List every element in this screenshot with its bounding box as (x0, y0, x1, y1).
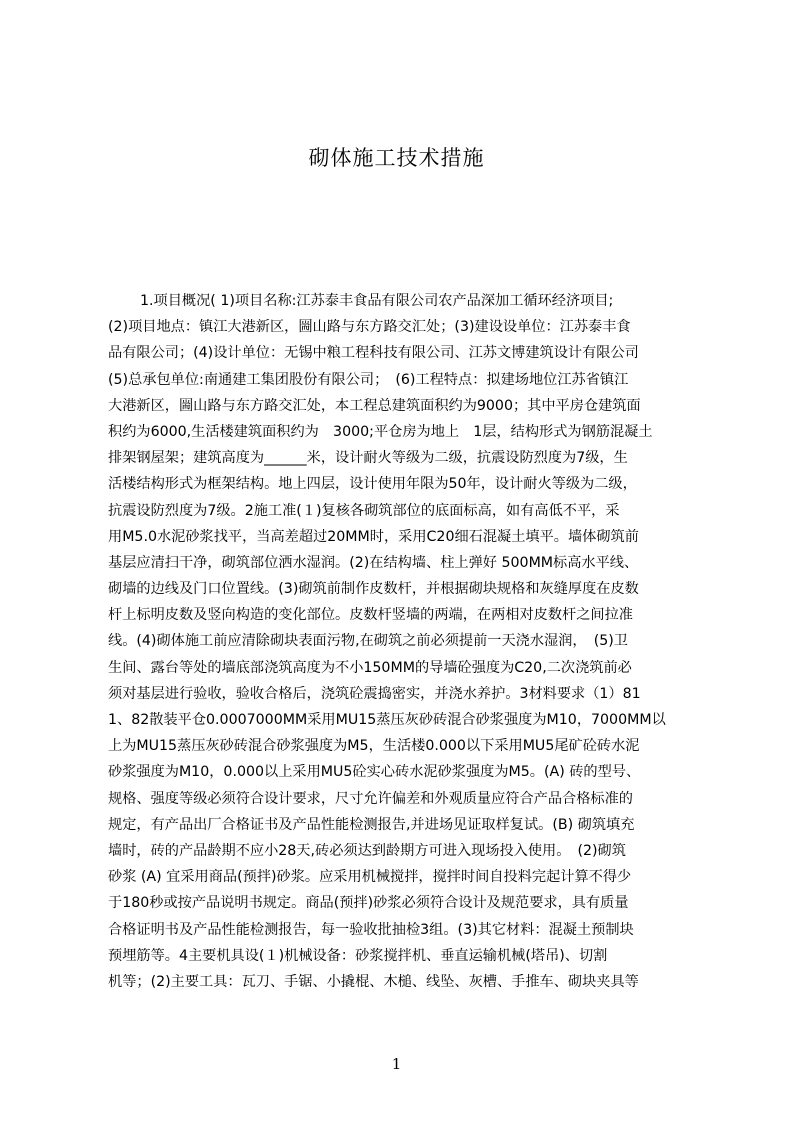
text-line: 须对基层进行验收，验收合格后，浇筑砼震捣密实，并浇水养护。3材料要求（1）81 (108, 685, 641, 702)
text-line: 砂浆强度为M10，0.000以上采用MU5砼实心砖水泥砂浆强度为M5。(A) 砖的型号、 (108, 764, 641, 781)
text-line: 生间、露台等处的墙底部浇筑高度为不小150MM的导墙砼强度为C20,二次浇筑前必 (108, 659, 632, 676)
document-title: 砌体施工技术措施 (308, 146, 485, 170)
page-number: 1 (391, 1055, 402, 1073)
text-line: 活楼结构形式为框架结构。地上四层，设计使用年限为50年，设计耐火等级为二级， (108, 476, 637, 493)
text-line: 1.项目概况( 1)项目名称:江苏泰丰食品有限公司农产品深加工循环经济项目; (140, 293, 614, 309)
text-line: 机等；(2)主要工具：瓦刀、手锯、小撬棍、木槌、线坠、灰槽、手推车、砌块夹具等 (108, 973, 639, 990)
text-line: 积约为6000,生活楼建筑面积约为 3000;平仓房为地上 1层，结构形式为钢筋混凝土 (108, 423, 653, 440)
text-line: 线。(4)砌体施工前应清除砌块表面污物,在砌筑之前必须提前一天浇水湿润， (5)卫 (108, 633, 628, 650)
text-line: 杆上标明皮数及竖向构造的变化部位。皮数杆竖墙的两端，在两相对皮数杆之间拉准 (108, 607, 633, 624)
body-text (108, 288, 702, 1008)
text-line: 于180秒或按产品说明书规定。商品(预拌)砂浆必须符合设计及规范要求，具有质量 (108, 895, 629, 912)
text-line: 规定，有产品出厂合格证书及产品性能检测报告,并进场见证取样复试。(B) 砌筑填充 (108, 816, 635, 833)
text-line: 墙时，砖的产品龄期不应小28天,砖必须达到龄期方可进入现场投入使用。 (2)砌筑 (108, 842, 626, 859)
text-line: (2)项目地点：镇江大港新区，圌山路与东方路交汇处；(3)建设设单位：江苏泰丰食 (108, 319, 631, 336)
text-line: 用M5.0水泥砂浆找平，当高差超过20MM时，采用C20细石混凝土填平。墙体砌筑前 (108, 528, 639, 545)
text-line: 排架钢屋架；建筑高度为______米，设计耐火等级为二级，抗震设防烈度为7级，生 (108, 450, 628, 467)
text-line: 大港新区，圌山路与东方路交汇处，本工程总建筑面积约为9000；其中平房仓建筑面 (108, 397, 641, 414)
text-line: 抗震设防烈度为7级。2施工准(１)复核各砌筑部位的底面标高，如有高低不平，采 (108, 502, 620, 519)
text-line: 预埋筋等。4主要机具设(１)机械设备：砂浆搅拌机、垂直运输机械(塔吊)、切割 (108, 947, 608, 964)
text-line: 合格证明书及产品性能检测报告，每一验收批抽检3组。(3)其它材料：混凝土预制块 (108, 921, 634, 938)
text-line: 规格、强度等级必须符合设计要求，尺寸允许偏差和外观质量应符合产品合格标准的 (108, 790, 633, 807)
text-line: 基层应清扫干净，砌筑部位洒水湿润。(2)在结构墙、柱上弹好 500MM标高水平线、 (108, 554, 639, 571)
text-line: 1、82散装平仓0.0007000MM采用MU15蒸压灰砂砖混合砂浆强度为M10，7000MM以 (108, 712, 666, 728)
text-line: 品有限公司；(4)设计单位：无锡中粮工程科技有限公司、江苏文博建筑设计有限公司 (108, 345, 639, 362)
text-line: 砌墙的边线及门口位置线。(3)砌筑前制作皮数杆，并根据砌块规格和灰缝厚度在皮数 (108, 581, 639, 598)
text-line: (5)总承包单位:南通建工集团股份有限公司； (6)工程特点：拟建场地位江苏省镇江 (108, 371, 629, 388)
text-line: 砂浆 (A) 宜采用商品(预拌)砂浆。应采用机械搅拌，搅拌时间自投料完起计算不得少 (108, 869, 632, 886)
text-line: 上为MU15蒸压灰砂砖混合砂浆强度为M5，生活楼0.000以下采用MU5尾矿砼砖水泥 (108, 738, 640, 755)
